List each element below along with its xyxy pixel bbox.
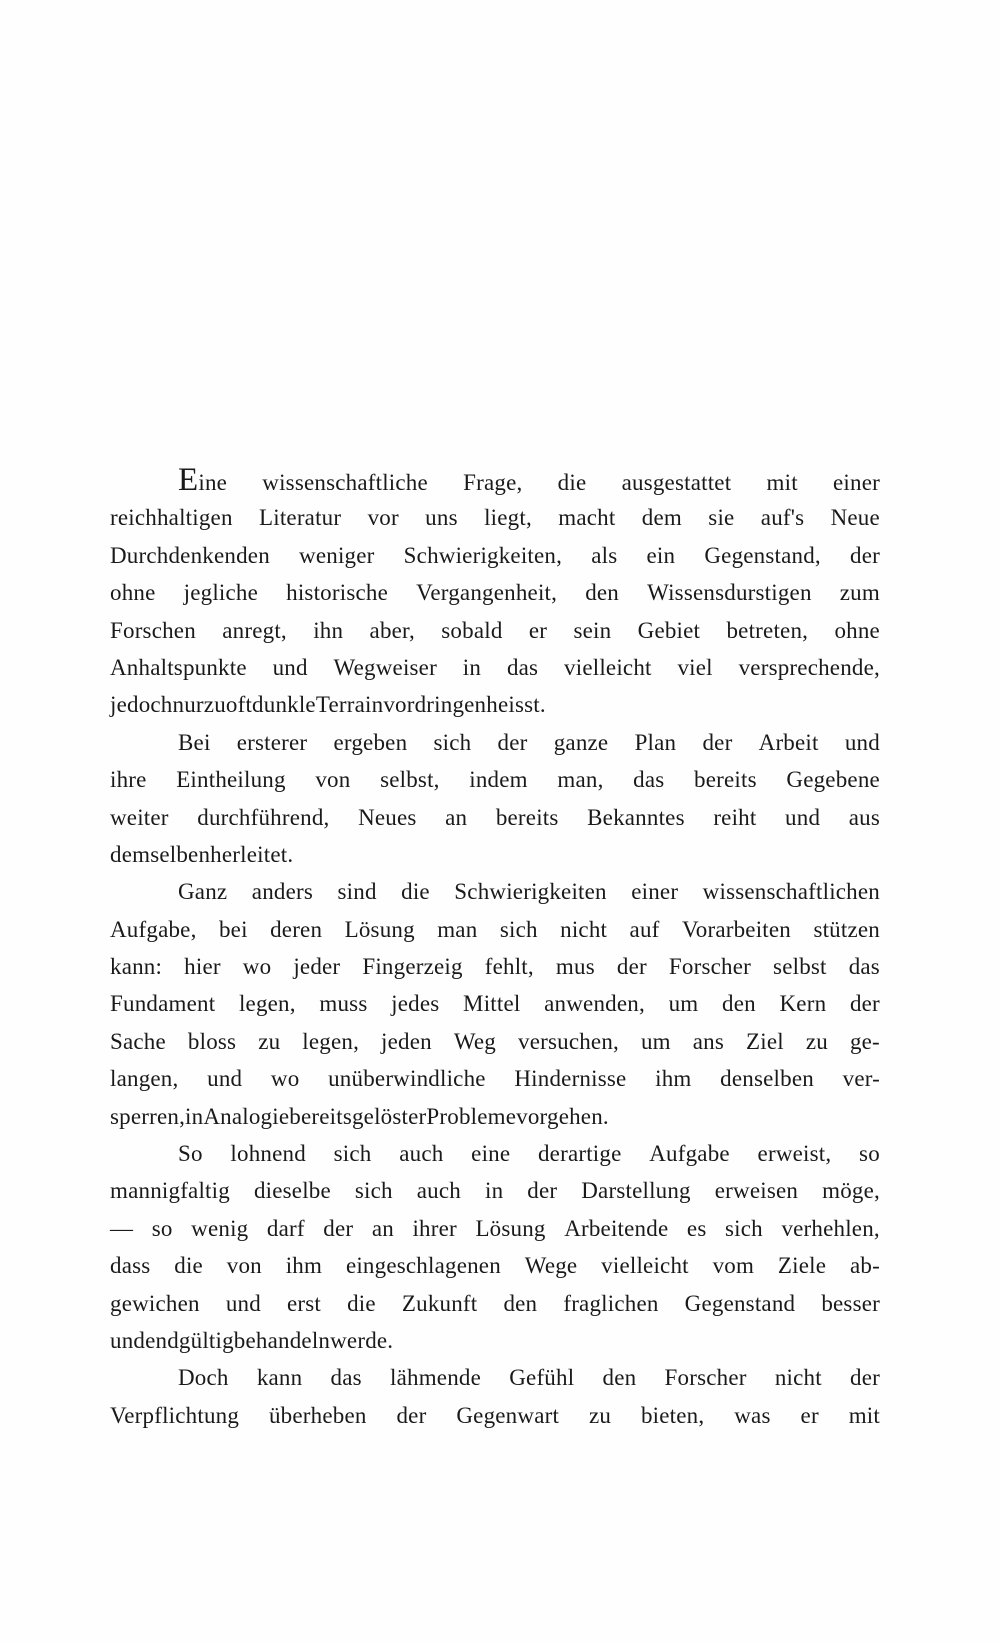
paragraph: [110, 462, 880, 724]
text-line: Eine wissenschaftliche Frage, die ausgestattet mit einer: [178, 462, 880, 498]
text-line: reichhaltigen Literatur vor uns liegt, macht dem sie auf's Neue: [110, 505, 880, 531]
text-line: Ganz anders sind die Schwierigkeiten einer wissenschaftlichen: [178, 879, 880, 905]
paragraph: [110, 1135, 880, 1359]
text-line: kann: hier wo jeder Fingerzeig fehlt, mus der Forscher selbst das: [110, 954, 880, 980]
text-line: langen, und wo unüberwindliche Hindernisse ihm denselben ver-: [110, 1066, 880, 1092]
text-line: weiter durchführend, Neues an bereits Bekanntes reiht und aus: [110, 804, 880, 830]
paragraph: [110, 724, 880, 874]
text-line: gewichen und erst die Zukunft den fraglichen Gegenstand besser: [110, 1290, 880, 1316]
text-line: mannigfaltig dieselbe sich auch in der Darstellung erweisen möge,: [110, 1178, 880, 1204]
text-line: ihre Eintheilung von selbst, indem man, das bereits Gegebene: [110, 767, 880, 793]
text-line: Forschen anregt, ihn aber, sobald er sein Gebiet betreten, ohne: [110, 617, 880, 643]
text-line: ohne jegliche historische Vergangenheit, den Wissensdurstigen zum: [110, 580, 880, 606]
text-line: Verpflichtung überheben der Gegenwart zu bieten, was er mit: [110, 1402, 880, 1428]
text-line: So lohnend sich auch eine derartige Aufgabe erweist, so: [178, 1141, 880, 1167]
text-line: Fundament legen, muss jedes Mittel anwenden, um den Kern der: [110, 991, 880, 1017]
text-line: demselben herleitet.: [110, 841, 294, 867]
text-line: Anhaltspunkte und Wegweiser in das vielleicht viel versprechende,: [110, 654, 880, 680]
text-line: Durchdenkenden weniger Schwierigkeiten, als ein Gegenstand, der: [110, 542, 880, 568]
text-line: jedoch nur zu oft dunkle Terrain vordringen heisst.: [110, 692, 546, 718]
text-line: und endgültig behandeln werde.: [110, 1327, 394, 1353]
paragraph: [110, 1359, 880, 1434]
text-line: Bei ersterer ergeben sich der ganze Plan der Arbeit und: [178, 729, 880, 755]
text-line: Sache bloss zu legen, jeden Weg versuchen, um ans Ziel zu ge-: [110, 1028, 880, 1054]
text-line: sperren, in Analogie bereits gelöster Probleme vorgehen.: [110, 1103, 609, 1129]
text-line: — so wenig darf der an ihrer Lösung Arbeitende es sich verhehlen,: [110, 1215, 880, 1241]
text-line: dass die von ihm eingeschlagenen Wege vielleicht vom Ziele ab-: [110, 1253, 880, 1279]
body-text: [110, 462, 880, 1434]
text-line: Doch kann das lähmende Gefühl den Forscher nicht der: [178, 1365, 880, 1391]
text-line: Aufgabe, bei deren Lösung man sich nicht auf Vorarbeiten stützen: [110, 916, 880, 942]
paragraph: [110, 873, 880, 1135]
